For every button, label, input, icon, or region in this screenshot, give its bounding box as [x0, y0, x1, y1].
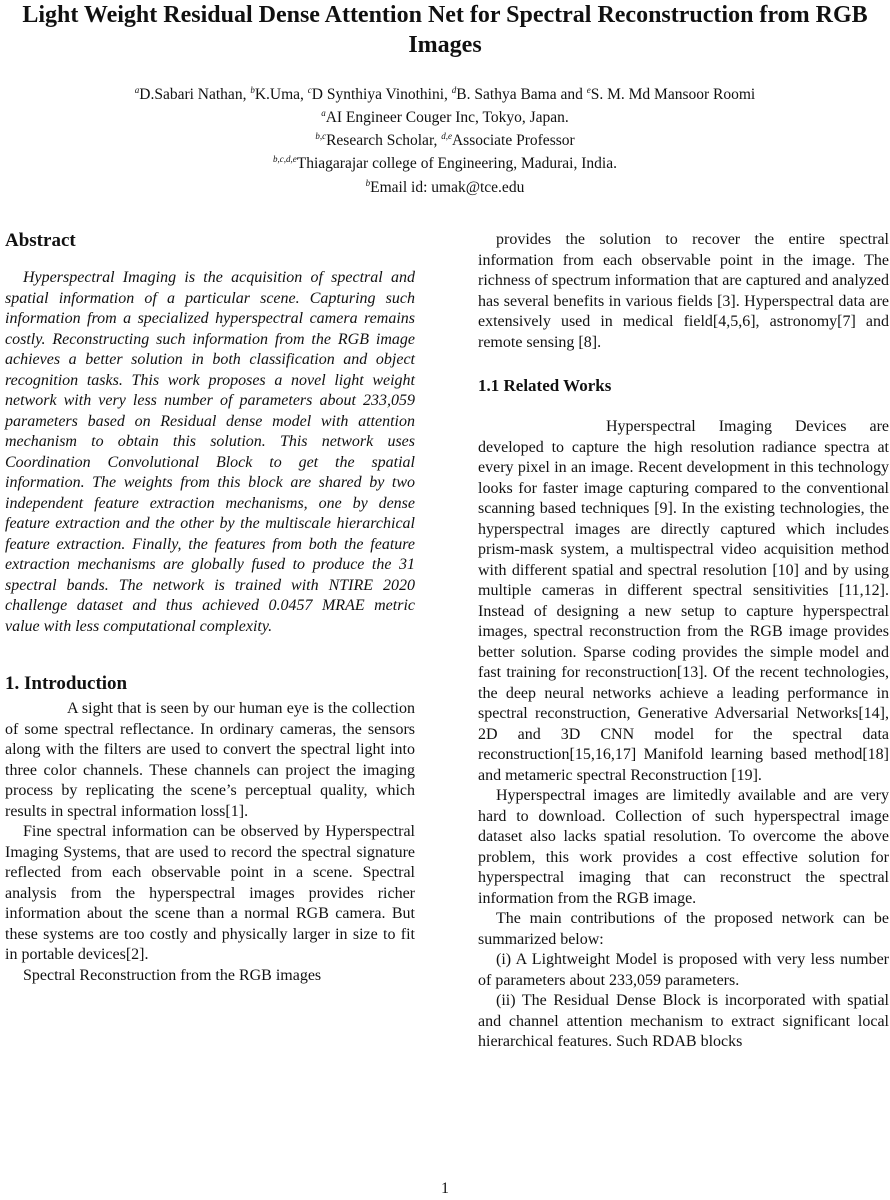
email-text: Email id: umak@tce.edu	[370, 178, 525, 196]
author-name: B. Sathya Bama and	[456, 86, 587, 104]
email-line	[0, 174, 890, 197]
affil-text: Thiagarajar college of Engineering, Madurai, India.	[296, 155, 617, 173]
paper-title: Light Weight Residual Dense Attention Net for Spectral Reconstruction from RGB Images	[22, 2, 868, 58]
contribution-item-i: (i) A Lightweight Model is proposed with very less number of parameters about 233,059 parameters.	[478, 951, 889, 989]
left-column	[5, 230, 415, 986]
author-sup: c	[307, 85, 312, 95]
abstract-heading: Abstract	[5, 230, 76, 251]
affil-sup: d,e	[441, 131, 452, 142]
author-block	[0, 81, 890, 197]
affil-text: Associate Professor	[451, 132, 575, 150]
related-paragraph-3: The main contributions of the proposed network can be summarized below:	[478, 910, 889, 948]
intro-paragraph-3: Spectral Reconstruction from the RGB images	[23, 966, 322, 984]
related-works-heading: 1.1 Related Works	[478, 376, 612, 395]
intro-continuation: provides the solution to recover the entire spectral information from each observable point in the image. The richness of spectrum information that are captured and analyzed has several benefits in various fields [3]. Hyperspectral data are extensively used in medical field[4,5,6], astronomy[7] and remote sensing [8].	[478, 231, 889, 351]
right-column	[478, 230, 889, 1053]
affil-sup: b,c,d,e	[273, 154, 297, 165]
intro-paragraph-2: Fine spectral information can be observed by Hyperspectral Imaging Systems, that are used to record the spectral signature reflected from each observable point in a scene. Spectral analysis from the hyperspectral images provides richer information about the scene than a normal RGB camera. But these systems are too costly and physically larger in size to fit in portable devices[2].	[5, 823, 415, 963]
author-name: D Synthiya Vinothini,	[311, 86, 452, 104]
affil-text: AI Engineer Couger Inc, Tokyo, Japan.	[325, 109, 569, 127]
affiliation-3	[0, 150, 890, 173]
affil-sup: b,c	[315, 131, 327, 142]
page-number: 1	[441, 1180, 449, 1197]
abstract-text: Hyperspectral Imaging is the acquisition of spectral and spatial information of a particular scene. Capturing such information from a specialized hyperspectral camera remains costly. Reconstructing such information from the RGB image achieves a better solution in both classification and object recognition tasks. This work proposes a novel light weight network with very less number of parameters about 233,059 parameters based on Residual dense model with attention mechanism to obtain this solution. This network uses Coordination Convolutional Block to get the spatial information. The weights from this block are shared by two independent feature extraction mechanisms, one by dense feature extraction and the other by the multiscale hierarchical feature extraction. Finally, the features from both the feature extraction mechanisms are globally fused to produce the 31 spectral bands. The network is trained with NTIRE 2020 challenge dataset and thus achieved 0.0457 MRAE metric value with less computational complexity.	[5, 269, 415, 635]
author-sup: e	[586, 85, 591, 95]
author-name: D.Sabari Nathan,	[139, 86, 251, 104]
authors-line	[0, 81, 890, 104]
related-paragraph-1: Hyperspectral Imaging Devices are developed to capture the high resolution radiance spectra at every pixel in an image. Recent development in this technology looks for faster image capturing compared to the conventional scanning based techniques [9]. In the existing technologies, the hyperspectral images are directly captured which includes prism-mask system, a multispectral video acquisition method with different spatial and spectral resolution [10] and by using multiple cameras in different spectral sensitivities [11,12]. Instead of designing a new setup to capture hyperspectral images, spectral reconstruction from the RGB image provides better solution. Sparse coding provides the simple model and fast training for reconstruction[13]. Of the recent technologies, the deep neural networks achieve a leading performance in spectral reconstruction, Generative Adversarial Networks[14], 2D and 3D CNN model for the spectral data reconstruction[15,16,17] Manifold learning based method[18] and metameric spectral Reconstruction [19].	[478, 418, 889, 784]
related-paragraph-2: Hyperspectral images are limitedly available and are very hard to download. Collection of such hyperspectral image dataset also lacks spatial resolution. To overcome the above problem, this work provides a cost effective solution for hyperspectral imaging that can reconstruct the spectral information from the RGB image.	[478, 787, 889, 907]
author-sup: b	[250, 85, 255, 95]
author-name: S. M. Md Mansoor Roomi	[590, 86, 756, 104]
intro-paragraph-1: A sight that is seen by our human eye is the collection of some spectral reflectance. In ordinary cameras, the sensors along with the filters are used to convert the spectral light into three color channels. These channels can project the imaging process by replicating the scene’s perceptual quality, which results in spectral information loss[1].	[5, 700, 415, 820]
affil-sup: a	[321, 108, 326, 119]
email-sup: b	[365, 177, 371, 188]
affiliation-1	[0, 104, 890, 127]
affiliation-2	[0, 127, 890, 150]
author-sup: d	[451, 85, 457, 95]
introduction-heading: 1. Introduction	[5, 673, 128, 694]
contribution-item-ii: (ii) The Residual Dense Block is incorporated with spatial and channel attention mechanism to extract significant local hierarchical features. Such RDAB blocks	[478, 992, 889, 1050]
affil-text: Research Scholar,	[326, 132, 442, 150]
author-sup: a	[134, 85, 140, 95]
author-name: K.Uma,	[254, 86, 308, 104]
